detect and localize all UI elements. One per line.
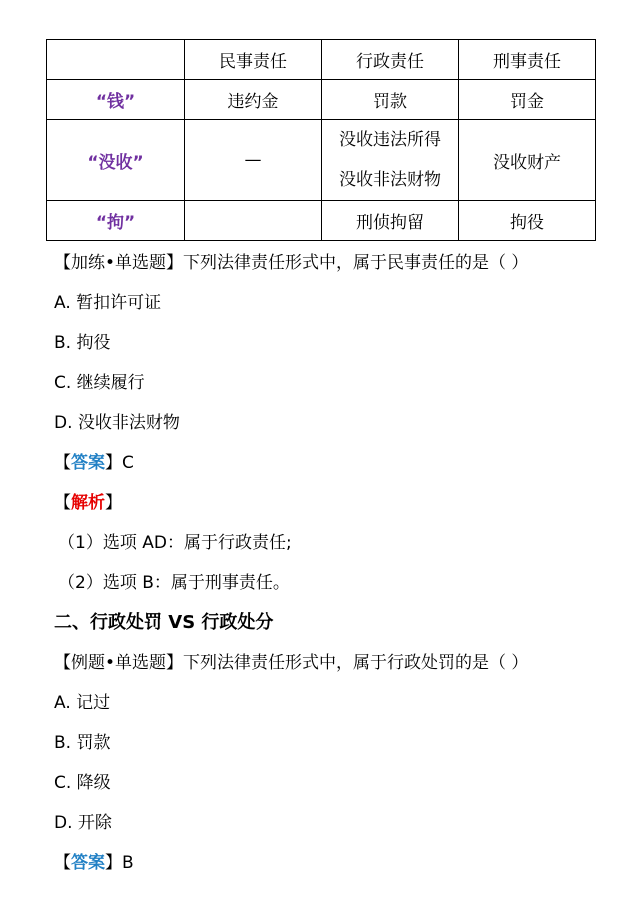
question2-answer	[54, 852, 134, 874]
question1-analysis-line: （2）选项 B：属于刑事责任。	[58, 573, 290, 593]
table-header-civil: 民事责任	[185, 40, 322, 80]
cell-criminal: 拘役	[459, 201, 596, 241]
cell-admin: 罚款	[322, 80, 459, 120]
row-label-money: “钱”	[47, 80, 185, 120]
table-header-row	[47, 40, 596, 80]
table-header-admin: 行政责任	[322, 40, 459, 80]
cell-criminal: 没收财产	[459, 120, 596, 201]
answer-label: 答案	[71, 853, 105, 873]
cell-admin: 刑侦拘留	[322, 201, 459, 241]
question1-stem: 【加练•单选题】下列法律责任形式中，属于民事责任的是（ ）	[54, 253, 529, 273]
answer-bracket-open: 【	[54, 853, 71, 873]
answer-bracket-close: 】	[105, 453, 122, 473]
table-header-empty	[47, 40, 185, 80]
row-label-detention: “拘”	[47, 201, 185, 241]
answer-value: B	[122, 853, 134, 873]
analysis-label: 解析	[71, 493, 105, 513]
liability-comparison-table	[46, 39, 596, 241]
question2-option-d: D. 开除	[54, 813, 112, 833]
question2-stem: 【例题•单选题】下列法律责任形式中，属于行政处罚的是（ ）	[54, 653, 529, 673]
question1-option-c: C. 继续履行	[54, 373, 145, 393]
question2-option-b: B. 罚款	[54, 733, 111, 753]
table-row	[47, 80, 596, 120]
question1-option-b: B. 拘役	[54, 333, 111, 353]
cell-civil	[185, 201, 322, 241]
row-label-confiscation: “没收”	[47, 120, 185, 201]
cell-civil: —	[185, 120, 322, 201]
table-header-criminal: 刑事责任	[459, 40, 596, 80]
question2-option-c: C. 降级	[54, 773, 111, 793]
answer-bracket-open: 【	[54, 453, 71, 473]
question1-option-d: D. 没收非法财物	[54, 413, 180, 433]
cell-admin	[322, 120, 459, 201]
cell-admin-line: 没收违法所得	[339, 130, 441, 150]
analysis-bracket-open: 【	[54, 493, 71, 513]
question2-option-a: A. 记过	[54, 693, 111, 713]
cell-civil: 违约金	[185, 80, 322, 120]
question1-option-a: A. 暂扣许可证	[54, 293, 162, 313]
answer-bracket-close: 】	[105, 853, 122, 873]
question1-answer	[54, 452, 134, 474]
cell-admin-line: 没收非法财物	[339, 170, 441, 190]
section-title: 二、行政处罚 VS 行政处分	[54, 612, 274, 633]
cell-criminal: 罚金	[459, 80, 596, 120]
analysis-bracket-close: 】	[105, 493, 122, 513]
question1-analysis-line: （1）选项 AD：属于行政责任;	[58, 533, 292, 553]
table-row	[47, 120, 596, 201]
question1-analysis-heading	[54, 492, 122, 514]
answer-value: C	[122, 453, 134, 473]
table-row	[47, 201, 596, 241]
answer-label: 答案	[71, 453, 105, 473]
